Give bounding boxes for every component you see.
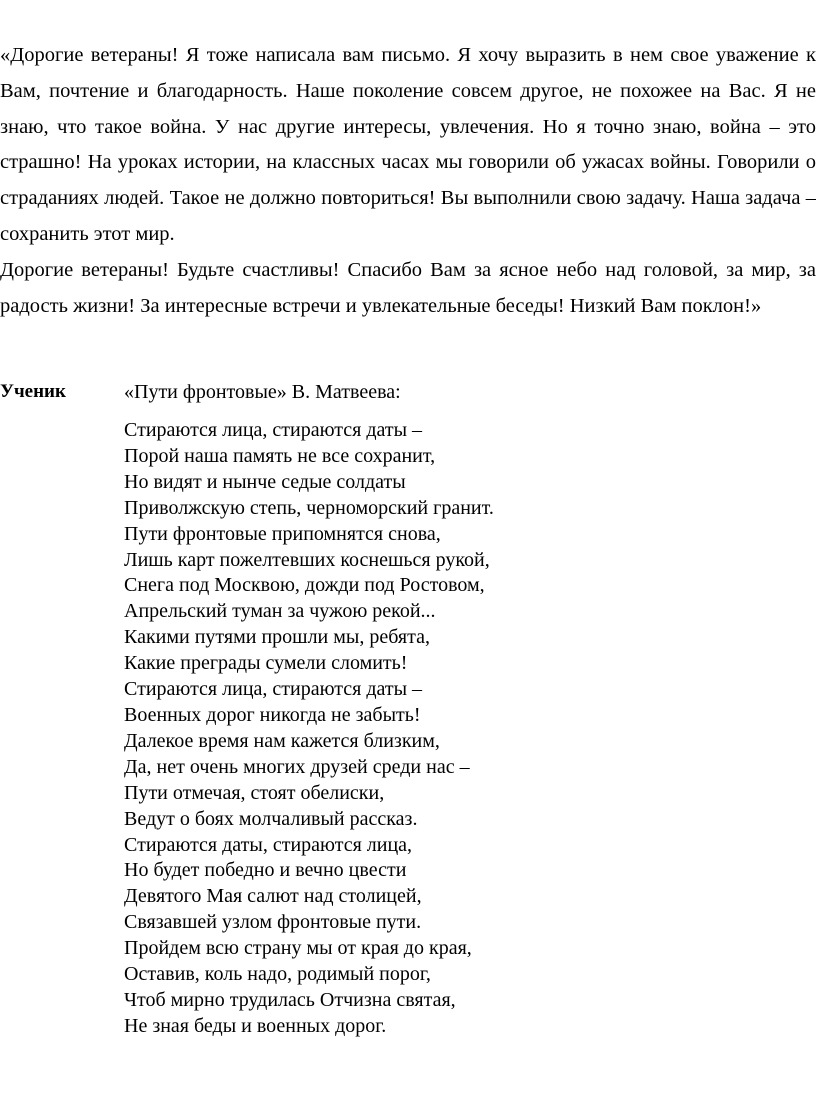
poem-line: Не зная беды и военных дорог.	[124, 1014, 387, 1037]
poem-line: Апрельский туман за чужою рекой...	[124, 600, 436, 623]
poem-line: Стираются лица, стираются даты –	[124, 419, 423, 441]
poem-line: Далекое время нам кажется близким,	[124, 729, 440, 752]
poem-line: Какие преграды сумели сломить!	[124, 652, 408, 675]
poem-line: Оставив, коль надо, родимый порог,	[124, 963, 431, 986]
poem-title: «Пути фронтовые» В. Матвеева:	[124, 381, 401, 403]
poem-line: Снега под Москвою, дожди под Ростовом,	[124, 574, 485, 597]
poem-line: Пути фронтовые припомнятся снова,	[124, 522, 441, 545]
poem-line: Лишь карт пожелтевших коснешься рукой,	[124, 548, 490, 571]
poem-line: Ведут о боях молчаливый рассказ.	[124, 807, 418, 830]
letter-text	[0, 38, 816, 324]
poem-line: Но видят и нынче седые солдаты	[124, 470, 406, 493]
poem-line: Какими путями прошли мы, ребята,	[124, 626, 430, 649]
poem-line: Пути отмечая, стоят обелиски,	[124, 781, 385, 804]
speaker-label: Ученик	[0, 381, 66, 402]
letter-paragraph-1: «Дорогие ветераны! Я тоже написала вам письмо. Я хочу выразить в нем свое уважение к Вам, почтение и благодарность. Наше поколение совсем другое, не похожее на Вас. Я не знаю, что такое война. У нас другие интересы, увлечения. Но я точно знаю, война – это страшно! На уроках истории, на классных часах мы говорили об ужасах войны. Говорили о страданиях людей. Такое не должно повториться! Вы выполнили свою задачу. Наша задача – сохранить этот мир.	[0, 44, 816, 245]
poem-line: Приволжскую степь, черноморский гранит.	[124, 496, 494, 519]
poem-line: Стираются лица, стираются даты –	[124, 678, 423, 701]
poem-line: Связавшей узлом фронтовые пути.	[124, 911, 422, 934]
poem-line: Девятого Мая салют над столицей,	[124, 885, 422, 908]
poem-line: Порой наша память не все сохранит,	[124, 444, 436, 467]
poem-line: Но будет победно и вечно цвести	[124, 859, 407, 882]
poem-line: Чтоб мирно трудилась Отчизна святая,	[124, 988, 456, 1011]
letter-paragraph-2: Дорогие ветераны! Будьте счастливы! Спасибо Вам за ясное небо над головой, за мир, за радость жизни! За интересные встречи и увлекательные беседы! Низкий Вам поклон!»	[0, 258, 816, 317]
poem-lines	[124, 418, 494, 1040]
poem-line: Да, нет очень многих друзей среди нас –	[124, 755, 470, 778]
poem-line: Пройдем всю страну мы от края до края,	[124, 937, 472, 960]
poem-line: Военных дорог никогда не забыть!	[124, 703, 421, 726]
poem-line: Стираются даты, стираются лица,	[124, 833, 413, 856]
